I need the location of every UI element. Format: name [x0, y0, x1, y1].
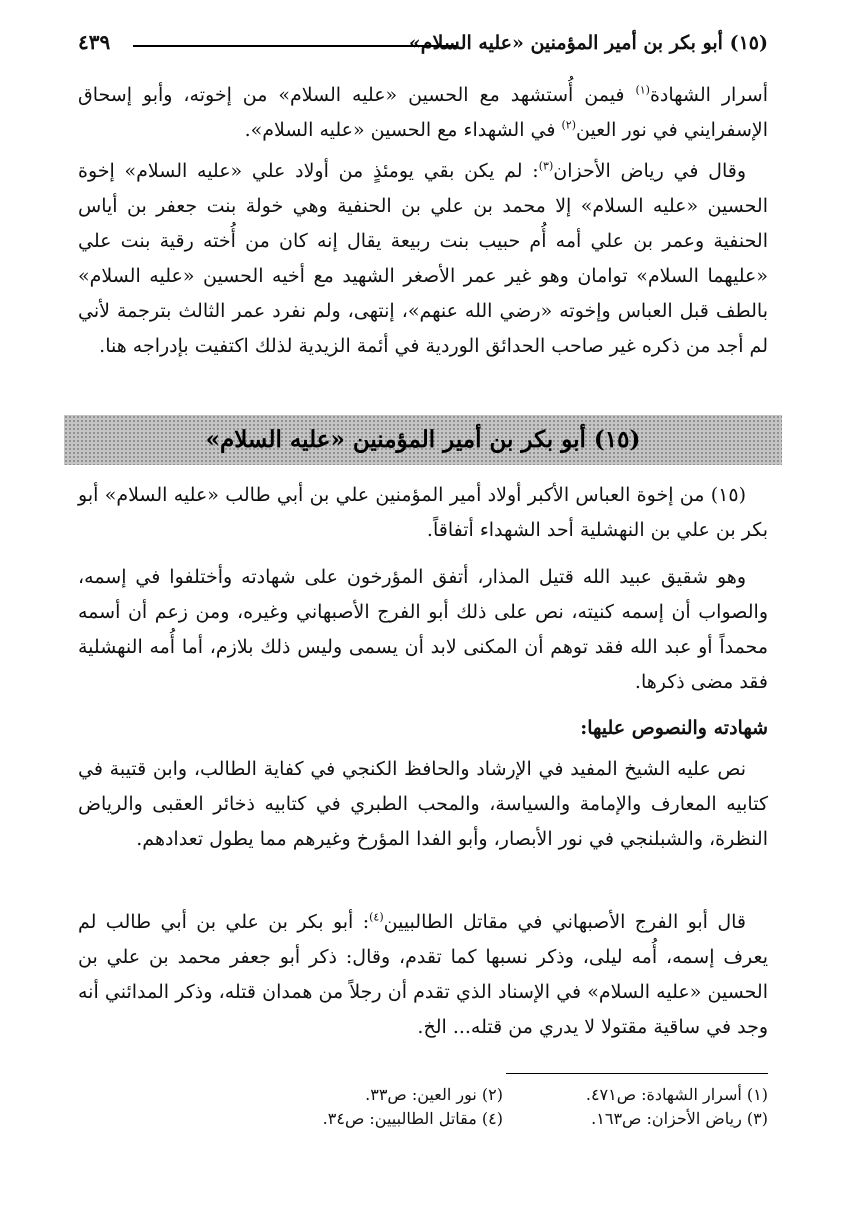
intro-text: فيمن أُستشهد مع الحسين «عليه السلام» من إخوته، وأبو إسحاق الإسفرايني في نور العين: [78, 84, 768, 141]
page-number: ٤٣٩: [78, 30, 111, 54]
section-paragraph-3: [78, 752, 768, 857]
section-paragraph-2: [78, 560, 768, 700]
header-title: (١٥) أبو بكر بن أمير المؤمنين «عليه السلام»: [408, 32, 768, 54]
footnote-ref-1[interactable]: (١): [635, 83, 650, 97]
footnote-4: (٤) مقاتل الطالبيين: ص٣٤.: [322, 1109, 503, 1128]
intro-paragraph-1: [78, 78, 768, 148]
intro-text: أسرار الشهادة: [649, 84, 769, 106]
paragraph-text: (١٥) من إخوة العباس الأكبر أولاد أمير المؤمنين علي بن أبي طالب «عليه السلام» أبو بكر بن علي بن النهشلية أحد الشهداء أتفاقاً.: [78, 484, 768, 541]
running-header: [78, 30, 768, 62]
subheading: شهادته والنصوص عليها:: [580, 717, 768, 739]
header-rule: [133, 45, 456, 47]
paragraph-text: قال أبو الفرج الأصبهاني في مقاتل الطالبيين: [383, 911, 746, 933]
paragraph-text: : أبو بكر بن علي بن أبي طالب لم يعرف إسمه، أُمه ليلى، وذكر نسبها كما تقدم، وقال: ذكر أبو جعفر محمد بن علي بن الحسين «عليه السلام» في الإسناد الذي تقدم أن رجلاً من همدان قتله، وذكر المدائني أنه وجد في ساقية مقتولا لا يدري من قتله... الخ.: [78, 911, 768, 1038]
footnote-separator: [506, 1073, 768, 1074]
paragraph-text: نص عليه الشيخ المفيد في الإرشاد والحافظ الكنجي في كفاية الطالب، وابن قتيبة في كتابيه المعارف والإمامة والسياسة، والمحب الطبري في كتابيه ذخائر العقبى والرياض النظرة، والشبلنجي في نور الأبصار، وأبو الفدا المؤرخ وغيرهم مما يطول تعدادهم.: [78, 758, 768, 850]
footnote-3: (٣) رياض الأحزان: ص١٦٣.: [591, 1109, 768, 1128]
footnotes: [228, 1083, 768, 1131]
footnote-2: (٢) نور العين: ص٣٣.: [365, 1085, 503, 1104]
section-title: (١٥) أبو بكر بن أمير المؤمنين «عليه السلام»: [205, 426, 641, 453]
paragraph-text: وهو شقيق عبيد الله قتيل المذار، أتفق المؤرخون على شهادته وأختلفوا في إسمه، والصواب أن إسمه كنيته، نص على ذلك أبو الفرج الأصبهاني وغيره، ومن زعم أن أسمه محمداً أو عبد الله فقد توهم أن المكنى لابد أن يسمى وليس ذلك بلازم، أما أُمه النهشلية فقد مضى ذكرها.: [78, 566, 768, 693]
book-page: [78, 0, 768, 1222]
footnote-ref-4[interactable]: (٤): [369, 910, 384, 924]
footnote-ref-2[interactable]: (٢): [561, 118, 576, 132]
intro-text: : لم يكن بقي يومئذٍ من أولاد علي «عليه السلام» إخوة الحسين «عليه السلام» إلا محمد بن علي بن الحنفية وهي خولة بنت جعفر بن أياس الحنفية وعمر بن علي أمه أُم حبيب بنت ربيعة يقال إنه كان من أُخته رقية بنت علي «عليهما السلام» توامان وهو غير عمر الأصغر الشهيد مع أخيه الحسين «عليه السلام» بالطف قبل العباس وإخوته «رضي الله عنهم»، إنتهى، ولم نفرد عمر الثالث بترجمة لأني لم أجد من ذكره غير صاحب الحدائق الوردية في أئمة الزيدية لذلك اكتفيت بإدراجه هنا.: [78, 160, 768, 357]
section-paragraph-1: [78, 478, 768, 548]
footnote-1: (١) أسرار الشهادة: ص٤٧١.: [585, 1085, 768, 1104]
section-banner: [64, 415, 782, 465]
intro-text: وقال في رياض الأحزان: [553, 160, 747, 182]
intro-paragraph-2: [78, 154, 768, 364]
footnote-ref-3[interactable]: (٣): [538, 159, 554, 173]
intro-text: في الشهداء مع الحسين «عليه السلام».: [244, 119, 562, 141]
section-paragraph-4: [78, 905, 768, 1045]
